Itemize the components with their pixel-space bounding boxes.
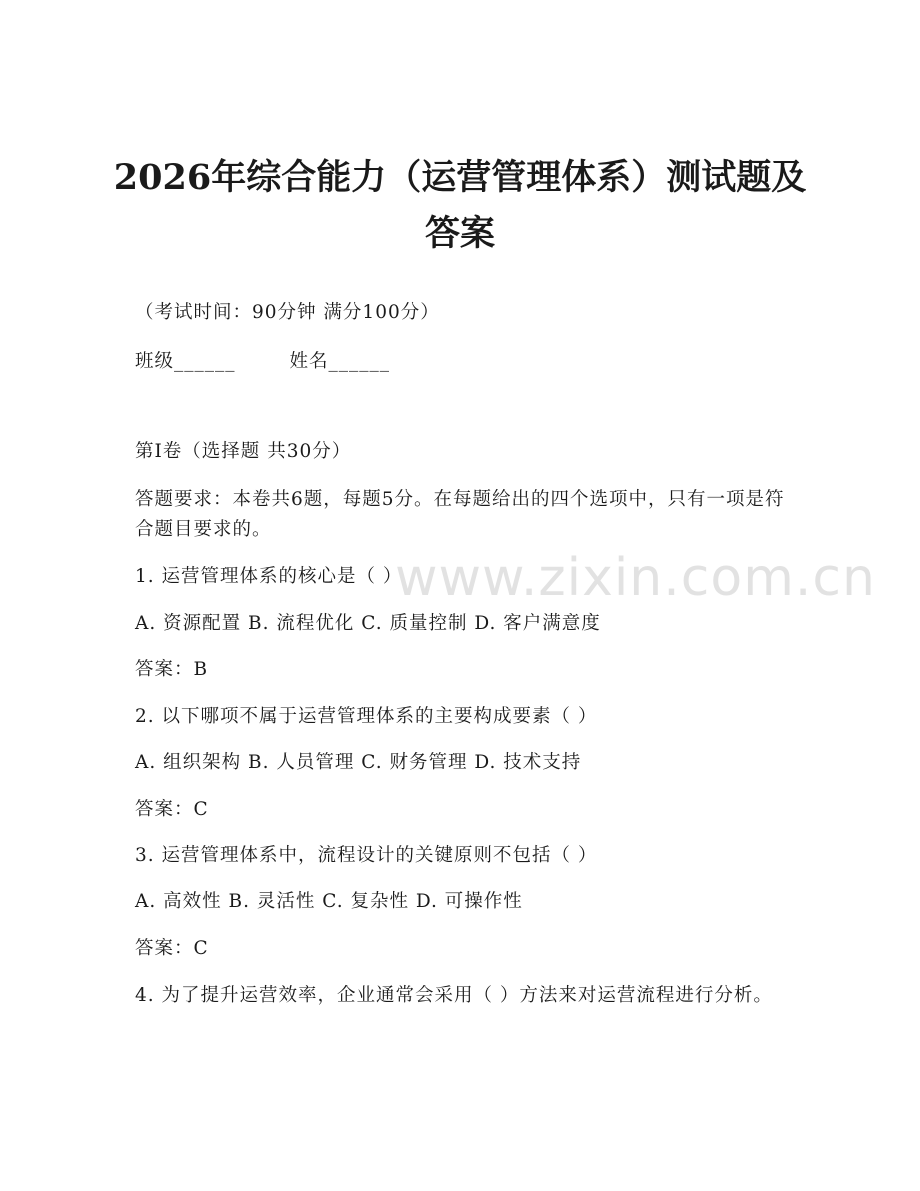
question-1-options: A. 资源配置 B. 流程优化 C. 质量控制 D. 客户满意度 (135, 613, 601, 634)
question-4-stem: 4. 为了提升运营效率，企业通常会采用（ ）方法来对运营流程进行分析。 (135, 985, 773, 1006)
document-title: 2026年综合能力（运营管理体系）测试题及答案 (113, 157, 807, 254)
question-3-options: A. 高效性 B. 灵活性 C. 复杂性 D. 可操作性 (135, 891, 523, 912)
section-heading: 第I卷（选择题 共30分） (135, 441, 352, 462)
question-2-answer: 答案：C (135, 799, 209, 820)
question-2-stem: 2. 以下哪项不属于运营管理体系的主要构成要素（ ） (135, 706, 598, 727)
question-3-stem: 3. 运营管理体系中，流程设计的关键原则不包括（ ） (135, 845, 598, 866)
question-2-options: A. 组织架构 B. 人员管理 C. 财务管理 D. 技术支持 (135, 752, 582, 773)
exam-info: （考试时间：90分钟 满分100分） (135, 302, 440, 323)
question-3-answer: 答案：C (135, 938, 209, 959)
question-1-stem: 1. 运营管理体系的核心是（ ） (135, 566, 403, 587)
class-field[interactable]: 班级______ (135, 351, 236, 372)
student-info-row (135, 347, 390, 377)
instructions: 答题要求：本卷共6题，每题5分。在每题给出的四个选项中，只有一项是符合题目要求的。 (135, 489, 785, 540)
watermark: www.zixin.com.cn (395, 548, 876, 608)
question-1-answer: 答案：B (135, 659, 209, 680)
name-field[interactable]: 姓名______ (289, 351, 391, 372)
